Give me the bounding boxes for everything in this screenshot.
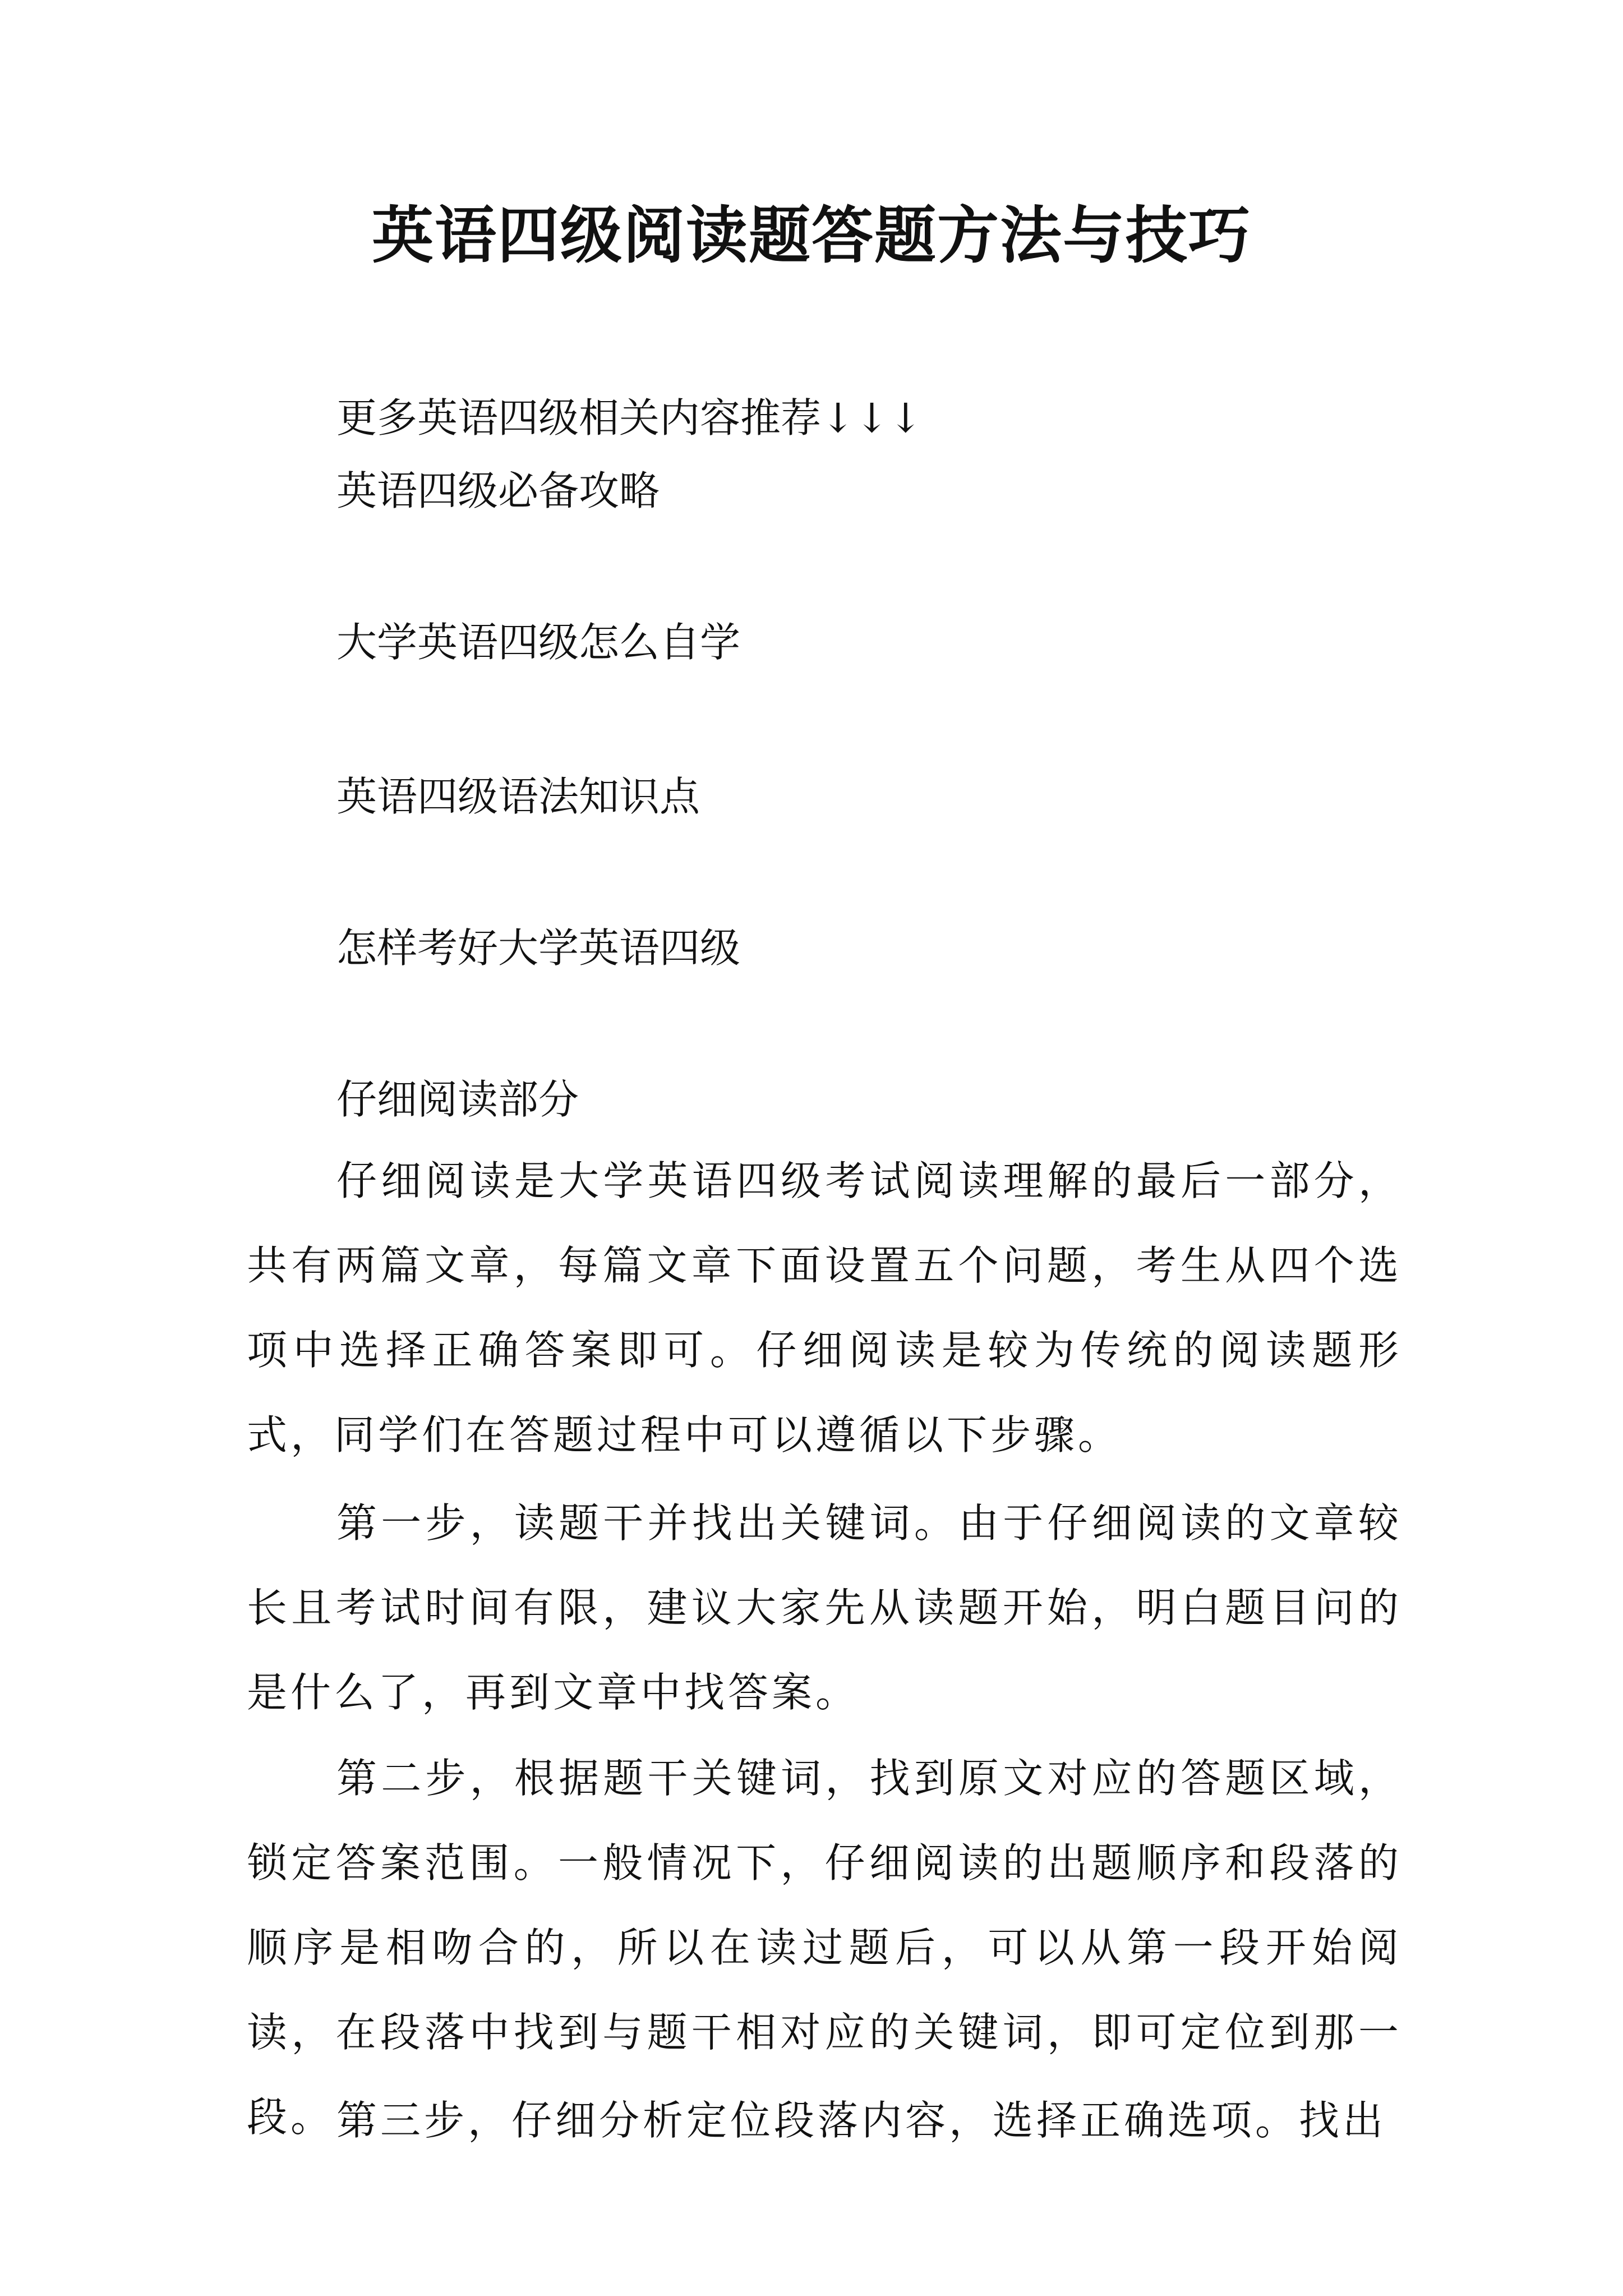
link-exam-guide[interactable]: 英语四级必备攻略	[336, 467, 660, 514]
link-grammar-points[interactable]: 英语四级语法知识点	[336, 773, 700, 820]
paragraph-step-one: 第一步，读题干并找出关键词。由于仔细阅读的文章较长且考试时间有限，建议大家先从读题开始，明白题目问的是什么了，再到文章中找答案。	[247, 1499, 1402, 1716]
paragraph-step-two: 第二步，根据题干关键词，找到原文对应的答题区域，锁定答案范围。一般情况下，仔细阅读的出题顺序和段落的顺序是相吻合的，所以在读过题后，可以从第一段开始阅读，在段落中找到与题干相对应的关键词，即可定位到那一段。	[247, 1755, 1402, 2141]
recommend-heading: 更多英语四级相关内容推荐↓↓↓	[336, 394, 923, 441]
link-how-to-pass[interactable]: 怎样考好大学英语四级	[336, 924, 741, 972]
document-title: 英语四级阅读题答题方法与技巧	[372, 199, 1251, 272]
link-self-study[interactable]: 大学英语四级怎么自学	[336, 619, 741, 666]
paragraph-intro: 仔细阅读是大学英语四级考试阅读理解的最后一部分，共有两篇文章，每篇文章下面设置五个问题，考生从四个选项中选择正确答案即可。仔细阅读是较为传统的阅读题形式，同学们在答题过程中可以遵循以下步骤。	[247, 1157, 1402, 1458]
paragraph-step-three: 第三步，仔细分析定位段落内容，选择正确选项。找出	[336, 2097, 1387, 2144]
section-heading: 仔细阅读部分	[336, 1076, 579, 1123]
